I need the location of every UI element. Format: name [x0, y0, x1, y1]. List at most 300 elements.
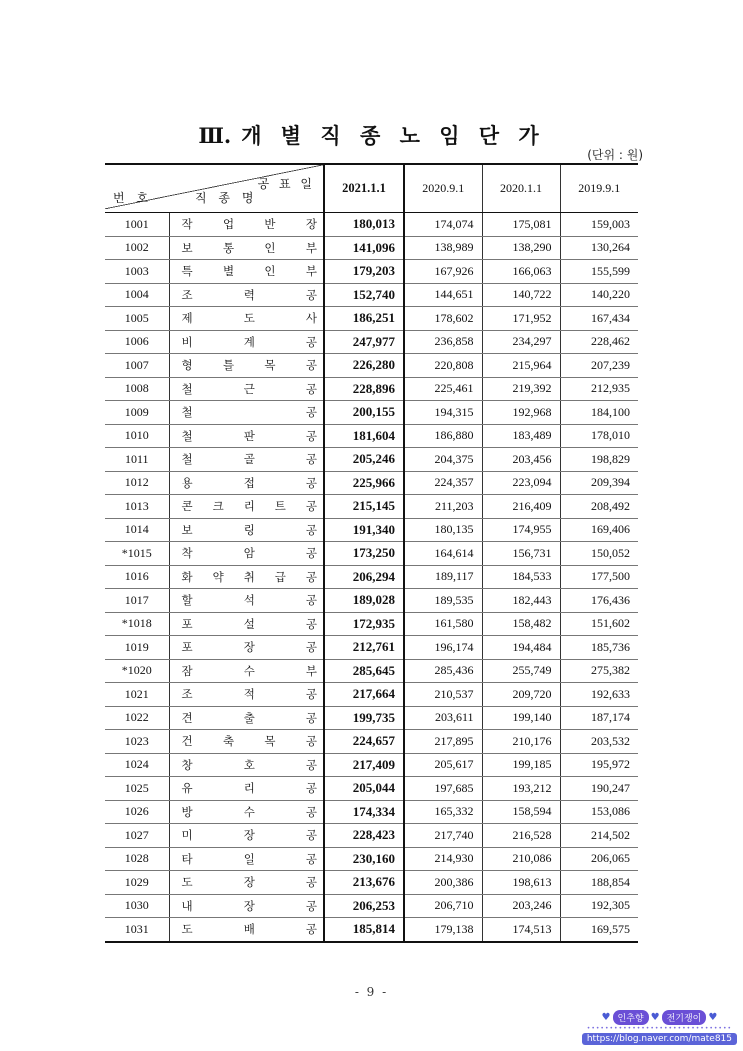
job-name-char: 공 [305, 593, 317, 608]
row-number: *1018 [105, 612, 169, 636]
wage-cell: 189,535 [404, 589, 482, 613]
job-name-char: 별 [222, 264, 235, 279]
wage-cell: 212,935 [560, 377, 638, 401]
wage-cell: 220,808 [404, 354, 482, 378]
wage-cell: 228,423 [324, 824, 404, 848]
wage-cell: 215,145 [324, 495, 404, 519]
job-name-char: 장 [243, 828, 255, 843]
wage-cell: 138,290 [482, 236, 560, 260]
job-name-char: 공 [305, 734, 317, 749]
job-name [169, 424, 324, 448]
job-name-char: 착 [181, 546, 193, 561]
wage-cell: 224,657 [324, 730, 404, 754]
job-name-char: 철 [181, 452, 193, 467]
row-number: 1010 [105, 424, 169, 448]
job-name-char: 용 [181, 475, 193, 490]
table-row [105, 330, 638, 354]
job-name [169, 307, 324, 331]
wage-cell: 151,602 [560, 612, 638, 636]
job-name-char: 리 [243, 781, 255, 796]
wage-cell: 206,065 [560, 847, 638, 871]
job-name-char: 통 [222, 240, 235, 255]
job-name-char: 일 [243, 851, 255, 866]
job-name-char: 력 [243, 287, 255, 302]
wage-cell: 176,436 [560, 589, 638, 613]
wage-cell: 217,409 [324, 753, 404, 777]
row-number: 1008 [105, 377, 169, 401]
job-name-char: 철 [181, 381, 193, 396]
wage-cell: 166,063 [482, 260, 560, 284]
job-name-char: 축 [222, 734, 235, 749]
wage-cell: 223,094 [482, 471, 560, 495]
wage-cell: 195,972 [560, 753, 638, 777]
wage-cell: 247,977 [324, 330, 404, 354]
wage-cell: 214,502 [560, 824, 638, 848]
watermark-right-label: 전기쟁이 [662, 1010, 707, 1025]
table-row [105, 706, 638, 730]
table-row [105, 730, 638, 754]
job-name-char: 틀 [222, 358, 235, 373]
job-name-char: 석 [243, 593, 255, 608]
table-row [105, 918, 638, 942]
job-name [169, 777, 324, 801]
wage-cell: 140,220 [560, 283, 638, 307]
job-name-char: 장 [243, 640, 255, 655]
wage-cell: 230,160 [324, 847, 404, 871]
wage-cell: 187,174 [560, 706, 638, 730]
row-number: 1004 [105, 283, 169, 307]
job-name-char: 포 [181, 640, 193, 655]
job-name-char: 공 [305, 640, 317, 655]
job-name-char: 공 [305, 546, 317, 561]
wage-cell: 215,964 [482, 354, 560, 378]
table-row [105, 448, 638, 472]
job-name [169, 354, 324, 378]
wage-cell: 165,332 [404, 800, 482, 824]
job-name-char: 공 [305, 898, 317, 913]
wage-cell: 217,664 [324, 683, 404, 707]
wage-cell: 206,710 [404, 894, 482, 918]
job-name [169, 612, 324, 636]
table-body [105, 213, 638, 942]
job-name [169, 236, 324, 260]
header-job-label: 직 종 명 [195, 191, 258, 205]
wage-cell: 204,375 [404, 448, 482, 472]
row-number: 1011 [105, 448, 169, 472]
wage-cell: 174,074 [404, 213, 482, 237]
job-name-char: 공 [305, 381, 317, 396]
dotted-divider: •••••••••••••••••••••••••••••••• [586, 1025, 733, 1032]
wage-cell: 203,246 [482, 894, 560, 918]
row-number: 1001 [105, 213, 169, 237]
wage-cell: 186,880 [404, 424, 482, 448]
blog-watermark [582, 1010, 737, 1045]
job-name [169, 847, 324, 871]
job-name-char: 공 [305, 522, 317, 537]
job-name-char: 골 [243, 452, 255, 467]
wage-cell: 199,140 [482, 706, 560, 730]
wage-cell: 179,203 [324, 260, 404, 284]
job-name-char: 인 [264, 240, 276, 255]
row-number: 1007 [105, 354, 169, 378]
job-name [169, 213, 324, 237]
wage-cell: 180,013 [324, 213, 404, 237]
row-number: 1014 [105, 518, 169, 542]
column-header: 2020.1.1 [482, 164, 560, 213]
job-name [169, 636, 324, 660]
row-number: 1030 [105, 894, 169, 918]
job-name-char: 적 [243, 687, 255, 702]
heart-icon: ♥ [708, 1012, 718, 1023]
job-name-char: 할 [181, 593, 193, 608]
job-name-char: 타 [181, 851, 193, 866]
row-number: 1031 [105, 918, 169, 942]
table-row [105, 354, 638, 378]
job-name-char: 공 [305, 334, 317, 349]
job-name-char: 급 [274, 569, 286, 584]
job-name-char: 사 [305, 311, 317, 326]
table-row [105, 847, 638, 871]
section-title: 개 별 직 종 노 임 단 가 [241, 123, 545, 148]
table-row [105, 777, 638, 801]
column-header: 2020.9.1 [404, 164, 482, 213]
wage-cell: 194,315 [404, 401, 482, 425]
row-number: *1015 [105, 542, 169, 566]
table-row [105, 871, 638, 895]
job-name-char: 장 [243, 898, 255, 913]
job-name-char: 공 [305, 781, 317, 796]
wage-cell: 203,532 [560, 730, 638, 754]
job-name-char: 철 [181, 428, 193, 443]
watermark-url: https://blog.naver.com/mate815 [582, 1033, 737, 1045]
wage-cell: 188,854 [560, 871, 638, 895]
wage-cell: 189,117 [404, 565, 482, 589]
diagonal-header-cell [105, 164, 324, 213]
job-name-char: 수 [243, 804, 255, 819]
table-row [105, 636, 638, 660]
row-number: 1009 [105, 401, 169, 425]
job-name-char: 공 [305, 287, 317, 302]
job-name-char: 업 [222, 217, 235, 232]
job-name [169, 753, 324, 777]
job-name-char: 취 [243, 569, 255, 584]
job-name-char: 공 [305, 757, 317, 772]
table-row [105, 213, 638, 237]
wage-cell: 205,617 [404, 753, 482, 777]
row-number: 1016 [105, 565, 169, 589]
job-name [169, 706, 324, 730]
wage-cell: 158,594 [482, 800, 560, 824]
wage-cell: 180,135 [404, 518, 482, 542]
job-name [169, 330, 324, 354]
job-name-char: 공 [305, 569, 317, 584]
wage-cell: 138,989 [404, 236, 482, 260]
table-row [105, 283, 638, 307]
wage-cell: 210,537 [404, 683, 482, 707]
row-number: 1012 [105, 471, 169, 495]
job-name-char: 도 [181, 875, 193, 890]
wage-cell: 186,251 [324, 307, 404, 331]
job-name-char: 보 [181, 522, 193, 537]
row-number: 1028 [105, 847, 169, 871]
job-name-char: 공 [305, 710, 317, 725]
wage-cell: 285,645 [324, 659, 404, 683]
wage-cell: 226,280 [324, 354, 404, 378]
wage-cell: 161,580 [404, 612, 482, 636]
wage-cell: 206,294 [324, 565, 404, 589]
table-row [105, 260, 638, 284]
wage-cell: 200,386 [404, 871, 482, 895]
wage-cell: 150,052 [560, 542, 638, 566]
table-row [105, 683, 638, 707]
wage-cell: 199,735 [324, 706, 404, 730]
wage-cell: 184,533 [482, 565, 560, 589]
job-name [169, 495, 324, 519]
job-name-char: 공 [305, 616, 317, 631]
wage-cell: 209,720 [482, 683, 560, 707]
job-name-char: 배 [243, 922, 255, 937]
page-number: - 9 - [354, 985, 389, 999]
job-name-char: 부 [305, 663, 317, 678]
wage-cell: 207,239 [560, 354, 638, 378]
wage-table [105, 163, 638, 943]
wage-cell: 224,357 [404, 471, 482, 495]
wage-cell: 236,858 [404, 330, 482, 354]
wage-cell: 196,174 [404, 636, 482, 660]
table-row [105, 659, 638, 683]
wage-cell: 205,246 [324, 448, 404, 472]
job-name-char: 포 [181, 616, 193, 631]
job-name-char: 잠 [181, 663, 193, 678]
job-name-char: 건 [181, 734, 193, 749]
table-row [105, 518, 638, 542]
wage-cell: 155,599 [560, 260, 638, 284]
job-name [169, 471, 324, 495]
job-name-char: 철 [181, 405, 193, 420]
table-row [105, 307, 638, 331]
job-name-char: 도 [243, 311, 255, 326]
job-name-char: 목 [264, 734, 276, 749]
job-name-char: 근 [243, 381, 255, 396]
wage-cell: 167,434 [560, 307, 638, 331]
job-name-char: 공 [305, 804, 317, 819]
table-row [105, 894, 638, 918]
job-name-char: 트 [274, 499, 286, 514]
wage-cell: 198,829 [560, 448, 638, 472]
wage-cell: 206,253 [324, 894, 404, 918]
job-name-char: 수 [243, 663, 255, 678]
wage-cell: 225,966 [324, 471, 404, 495]
wage-cell: 214,930 [404, 847, 482, 871]
wage-cell: 174,334 [324, 800, 404, 824]
job-name-char: 공 [305, 687, 317, 702]
job-name [169, 918, 324, 942]
job-name-char: 방 [181, 804, 193, 819]
job-name-char: 링 [243, 522, 255, 537]
row-number: 1022 [105, 706, 169, 730]
row-number: 1021 [105, 683, 169, 707]
table-row [105, 377, 638, 401]
wage-cell: 177,500 [560, 565, 638, 589]
row-number: 1023 [105, 730, 169, 754]
row-number: 1003 [105, 260, 169, 284]
job-name [169, 659, 324, 683]
table-row [105, 471, 638, 495]
wage-cell: 197,685 [404, 777, 482, 801]
job-name [169, 800, 324, 824]
table-row [105, 800, 638, 824]
wage-cell: 210,086 [482, 847, 560, 871]
table-row [105, 401, 638, 425]
job-name-char: 설 [243, 616, 255, 631]
job-name [169, 283, 324, 307]
job-name [169, 518, 324, 542]
wage-cell: 174,513 [482, 918, 560, 942]
wage-cell: 191,340 [324, 518, 404, 542]
wage-cell: 203,456 [482, 448, 560, 472]
wage-cell: 169,575 [560, 918, 638, 942]
wage-cell: 199,185 [482, 753, 560, 777]
wage-cell: 275,382 [560, 659, 638, 683]
row-number: 1002 [105, 236, 169, 260]
row-number: 1013 [105, 495, 169, 519]
job-name [169, 730, 324, 754]
job-name-char: 인 [264, 264, 276, 279]
job-name-char: 공 [305, 405, 317, 420]
heart-icon: ♥ [601, 1012, 611, 1023]
job-name-char: 호 [243, 757, 255, 772]
column-header: 2021.1.1 [324, 164, 404, 213]
job-name-char: 공 [305, 828, 317, 843]
wage-cell: 185,736 [560, 636, 638, 660]
wage-cell: 175,081 [482, 213, 560, 237]
job-name [169, 871, 324, 895]
job-name-char: 암 [243, 546, 255, 561]
wage-cell: 156,731 [482, 542, 560, 566]
job-name-char: 특 [181, 264, 193, 279]
row-number: 1025 [105, 777, 169, 801]
wage-cell: 182,443 [482, 589, 560, 613]
job-name [169, 589, 324, 613]
job-name-char: 조 [181, 687, 193, 702]
wage-cell: 210,176 [482, 730, 560, 754]
job-name-char: 보 [181, 240, 193, 255]
wage-cell: 140,722 [482, 283, 560, 307]
wage-cell: 190,247 [560, 777, 638, 801]
wage-cell: 212,761 [324, 636, 404, 660]
wage-cell: 217,895 [404, 730, 482, 754]
wage-cell: 178,602 [404, 307, 482, 331]
job-name-char: 판 [243, 428, 255, 443]
wage-cell: 181,604 [324, 424, 404, 448]
row-number: 1027 [105, 824, 169, 848]
job-name-char: 출 [243, 710, 255, 725]
job-name [169, 683, 324, 707]
job-name-char: 콘 [181, 499, 193, 514]
job-name-char: 약 [212, 569, 224, 584]
wage-cell: 178,010 [560, 424, 638, 448]
wage-cell: 285,436 [404, 659, 482, 683]
wage-cell: 228,462 [560, 330, 638, 354]
wage-cell: 198,613 [482, 871, 560, 895]
job-name-char: 창 [181, 757, 193, 772]
wage-cell: 193,212 [482, 777, 560, 801]
job-name [169, 448, 324, 472]
wage-cell: 216,409 [482, 495, 560, 519]
wage-cell: 228,896 [324, 377, 404, 401]
column-header: 2019.9.1 [560, 164, 638, 213]
row-number: 1019 [105, 636, 169, 660]
wage-cell: 200,155 [324, 401, 404, 425]
job-name-char: 반 [264, 217, 276, 232]
table-row [105, 495, 638, 519]
job-name-char: 크 [212, 499, 224, 514]
job-name [169, 260, 324, 284]
job-name [169, 377, 324, 401]
job-name-char: 내 [181, 898, 193, 913]
table-row [105, 565, 638, 589]
row-number: 1026 [105, 800, 169, 824]
table-row [105, 424, 638, 448]
wage-cell: 205,044 [324, 777, 404, 801]
wage-cell: 158,482 [482, 612, 560, 636]
job-name-char: 공 [305, 851, 317, 866]
wage-cell: 169,406 [560, 518, 638, 542]
job-name-char: 부 [305, 240, 317, 255]
unit-label: (단위 : 원) [587, 148, 643, 162]
table-row [105, 542, 638, 566]
table-row [105, 612, 638, 636]
wage-cell: 194,484 [482, 636, 560, 660]
wage-cell: 153,086 [560, 800, 638, 824]
wage-cell: 225,461 [404, 377, 482, 401]
job-name-char: 공 [305, 922, 317, 937]
job-name-char: 부 [305, 264, 317, 279]
job-name-char: 목 [264, 358, 276, 373]
wage-cell: 184,100 [560, 401, 638, 425]
row-number: 1029 [105, 871, 169, 895]
wage-cell: 174,955 [482, 518, 560, 542]
job-name-char: 작 [181, 217, 193, 232]
row-number: 1006 [105, 330, 169, 354]
header-date-label: 공 표 일 [257, 177, 315, 191]
job-name-char: 공 [305, 358, 317, 373]
wage-cell: 130,264 [560, 236, 638, 260]
job-name-char: 도 [181, 922, 193, 937]
row-number: 1005 [105, 307, 169, 331]
wage-cell: 208,492 [560, 495, 638, 519]
wage-cell: 216,528 [482, 824, 560, 848]
job-name [169, 824, 324, 848]
job-name-char: 공 [305, 875, 317, 890]
wage-cell: 141,096 [324, 236, 404, 260]
table-row [105, 236, 638, 260]
table-row [105, 589, 638, 613]
table-row [105, 824, 638, 848]
row-number: 1017 [105, 589, 169, 613]
wage-cell: 173,250 [324, 542, 404, 566]
row-number: *1020 [105, 659, 169, 683]
job-name-char: 화 [181, 569, 193, 584]
job-name-char: 비 [181, 334, 193, 349]
wage-cell: 213,676 [324, 871, 404, 895]
wage-cell: 217,740 [404, 824, 482, 848]
job-name-char: 공 [305, 452, 317, 467]
job-name-char: 조 [181, 287, 193, 302]
wage-cell: 209,394 [560, 471, 638, 495]
job-name [169, 542, 324, 566]
wage-cell: 192,633 [560, 683, 638, 707]
